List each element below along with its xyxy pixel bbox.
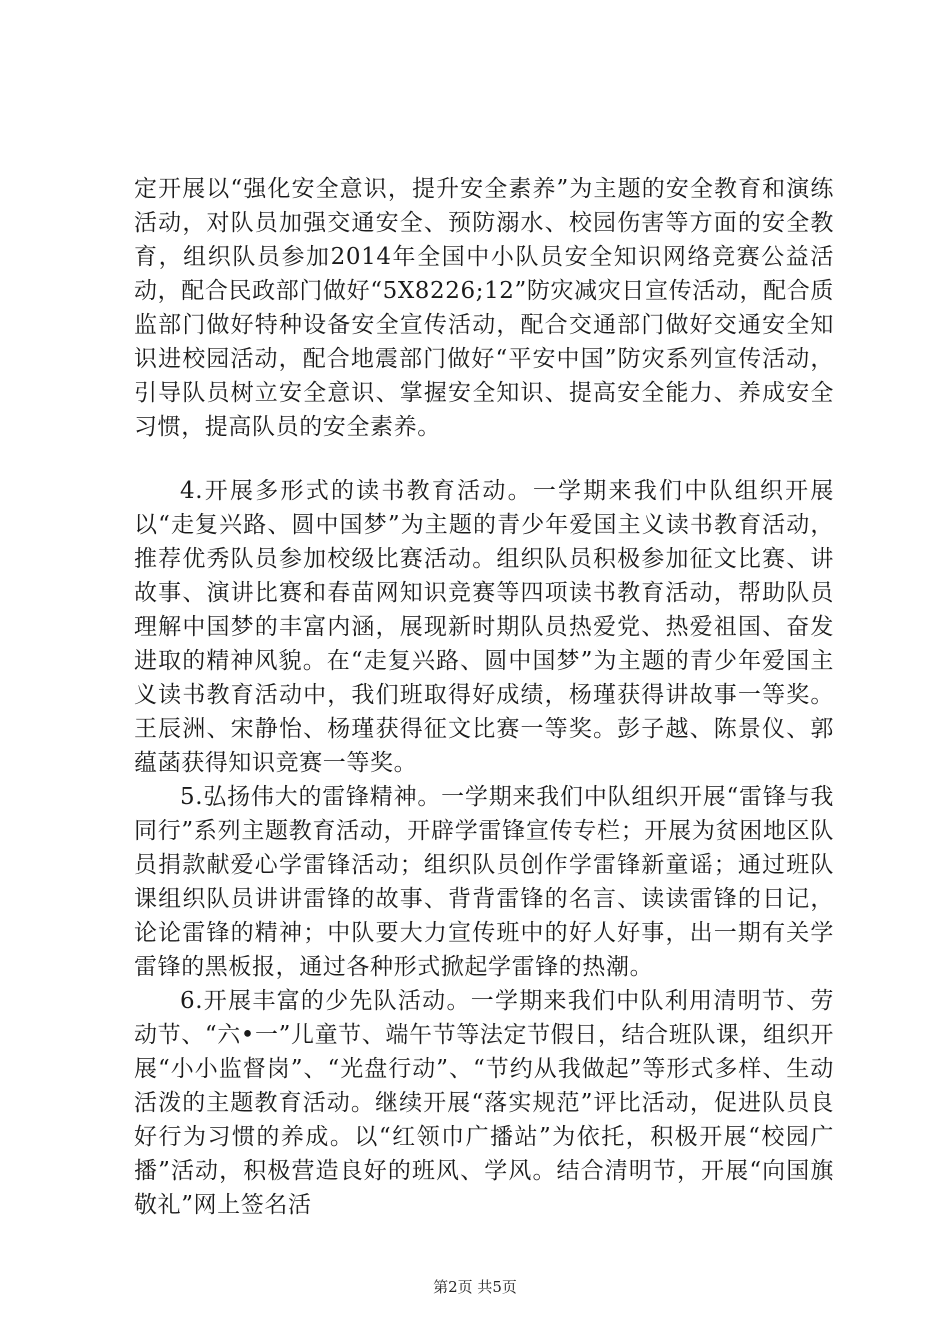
paragraph-safety-education: 定开展以“强化安全意识，提升安全素养”为主题的安全教育和演练活动，对队员加强交通安全、预防溺水、校园伤害等方面的安全教育，组织队员参加2014年全国中小队员安全知识网络竞赛公益活动，配合民政部门做好“5X8226;12”防灾减灾日宣传活动，配合质监部门做好特种设备安全宣传活动，配合交通部门做好交通安全知识进校园活动，配合地震部门做好“平安中国”防灾系列宣传活动，引导队员树立安全意识、掌握安全知识、提高安全能力、养成安全习惯，提高队员的安全素养。 <box>134 176 834 440</box>
paragraph-gap <box>134 444 834 474</box>
document-body <box>134 172 834 1222</box>
paragraph-reading-activities: 4.开展多形式的读书教育活动。一学期来我们中队组织开展以“走复兴路、圆中国梦”为主题的青少年爱国主义读书教育活动，推荐优秀队员参加校级比赛活动。组织队员积极参加征文比赛、讲故事、演讲比赛和春苗网知识竞赛等四项读书教育活动，帮助队员理解中国梦的丰富内涵，展现新时期队员热爱党、热爱祖国、奋发进取的精神风貌。在“走复兴路、圆中国梦”为主题的青少年爱国主义读书教育活动中，我们班取得好成绩，杨瑾获得讲故事一等奖。王辰洲、宋静怡、杨瑾获得征文比赛一等奖。彭子越、陈景仪、郭蕴菡获得知识竞赛一等奖。 <box>134 478 834 776</box>
paragraph-leifeng-spirit: 5.弘扬伟大的雷锋精神。一学期来我们中队组织开展“雷锋与我同行”系列主题教育活动，开辟学雷锋宣传专栏；开展为贫困地区队员捐款献爱心学雷锋活动；组织队员创作学雷锋新童谣；通过班队课组织队员讲讲雷锋的故事、背背雷锋的名言、读读雷锋的日记，论论雷锋的精神；中队要大力宣传班中的好人好事，出一期有关学雷锋的黑板报，通过各种形式掀起学雷锋的热潮。 <box>134 784 834 980</box>
paragraph-pioneer-activities: 6.开展丰富的少先队活动。一学期来我们中队利用清明节、劳动节、“六•一”儿童节、端午节等法定节假日，结合班队课，组织开展“小小监督岗”、“光盘行动”、“节约从我做起”等形式多样、生动活泼的主题教育活动。继续开展“落实规范”评比活动，促进队员良好行为习惯的养成。以“红领巾广播站”为依托，积极开展“校园广播”活动，积极营造良好的班风、学风。结合清明节，开展“向国旗敬礼”网上签名活 <box>134 988 834 1218</box>
page-footer: 第2页 共5页 <box>433 1278 517 1296</box>
